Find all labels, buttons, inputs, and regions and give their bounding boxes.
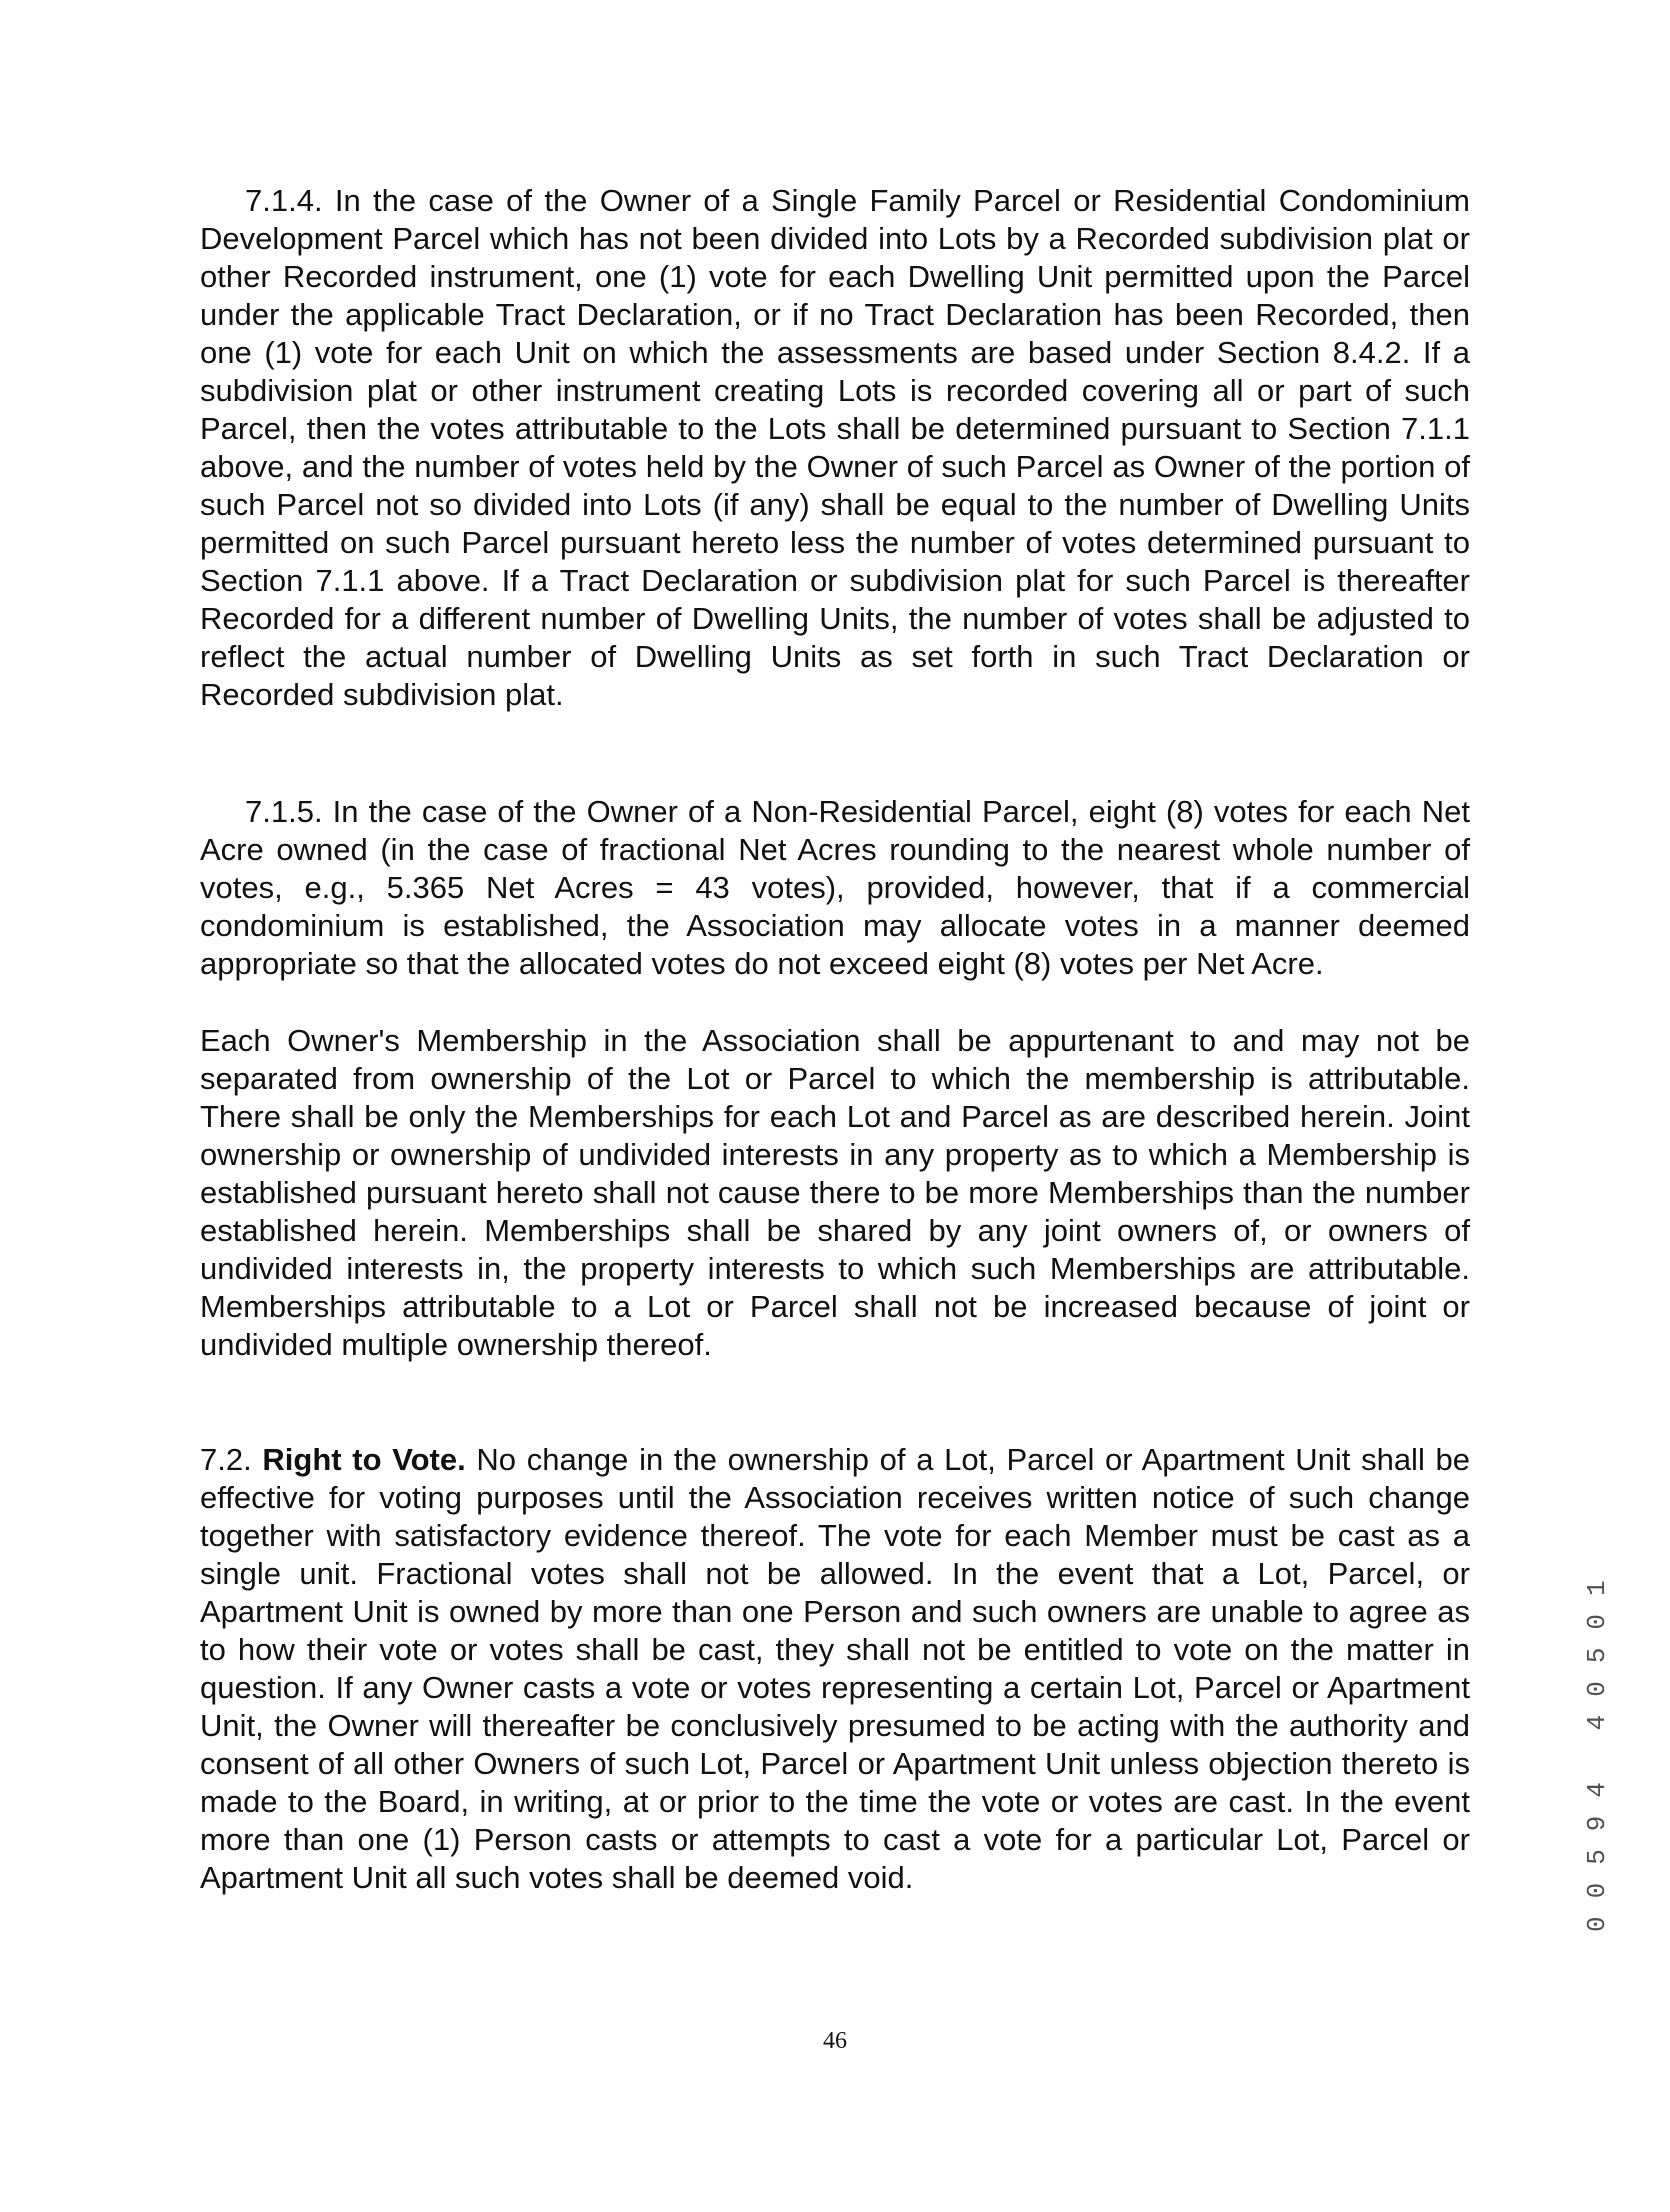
section-number: 7.2.: [200, 1442, 252, 1477]
paragraph-7-2-right-to-vote: [200, 1441, 1470, 1897]
section-body: No change in the ownership of a Lot, Parcel or Apartment Unit shall be effective for voting purposes until the Association receives written notice of such change together with satisfactory evidence thereof. The vote for each Member must be cast as a single unit. Fractional votes shall not be allowed. In the event that a Lot, Parcel, or Apartment Unit is owned by more than one Person and such owners are unable to agree as to how their vote or votes shall be cast, they shall not be entitled to vote on the matter in question. If any Owner casts a vote or votes representing a certain Lot, Parcel or Apartment Unit, the Owner will thereafter be conclusively presumed to be acting with the authority and consent of all other Owners of such Lot, Parcel or Apartment Unit unless objection thereto is made to the Board, in writing, at or prior to the time the vote or votes are cast. In the event more than one (1) Person casts or attempts to cast a vote for a particular Lot, Parcel or Apartment Unit all such votes shall be deemed void.: [200, 1442, 1470, 1895]
page-number: 46: [823, 2028, 847, 2054]
section-heading: Right to Vote.: [262, 1442, 466, 1477]
margin-recording-stamp: [1574, 1562, 1614, 1932]
paragraph-7-1-5: 7.1.5. In the case of the Owner of a Non-Residential Parcel, eight (8) votes for each Net Acre owned (in the case of fractional Net Acres rounding to the nearest whole number of votes, e.g., 5.365 Net Acres = 43 votes), provided, however, that if a commercial condominium is established, the Association may allocate votes in a manner deemed appropriate so that the allocated votes do not exceed eight (8) votes per Net Acre.: [200, 794, 1470, 981]
paragraph-membership: Each Owner's Membership in the Association shall be appurtenant to and may not be separated from ownership of the Lot or Parcel to which the membership is attributable. There shall be only the Memberships for each Lot and Parcel as are described herein. Joint ownership or ownership of undivided interests in any property as to which a Membership is established pursuant hereto shall not cause there to be more Memberships than the number established herein. Memberships shall be shared by any joint owners of, or owners of undivided interests in, the property interests to which such Memberships are attributable. Memberships attributable to a Lot or Parcel shall not be increased because of joint or undivided multiple ownership thereof.: [200, 1023, 1470, 1362]
paragraph-7-1-4: 7.1.4. In the case of the Owner of a Single Family Parcel or Residential Condominium Development Parcel which has not been divided into Lots by a Recorded subdivision plat or other Recorded instrument, one (1) vote for each Dwelling Unit permitted upon the Parcel under the applicable Tract Declaration, or if no Tract Declaration has been Recorded, then one (1) vote for each Unit on which the assessments are based under Section 8.4.2. If a subdivision plat or other instrument creating Lots is recorded covering all or part of such Parcel, then the votes attributable to the Lots shall be determined pursuant to Section 7.1.1 above, and the number of votes held by the Owner of such Parcel as Owner of the portion of such Parcel not so divided into Lots (if any) shall be equal to the number of Dwelling Units permitted on such Parcel pursuant hereto less the number of votes determined pursuant to Section 7.1.1 above. If a Tract Declaration or subdivision plat for such Parcel is thereafter Recorded for a different number of Dwelling Units, the number of votes shall be adjusted to reflect the actual number of Dwelling Units as set forth in such Tract Declaration or Recorded subdivision plat.: [200, 183, 1470, 712]
recording-number-text: 00594 40501: [1582, 1562, 1612, 1932]
